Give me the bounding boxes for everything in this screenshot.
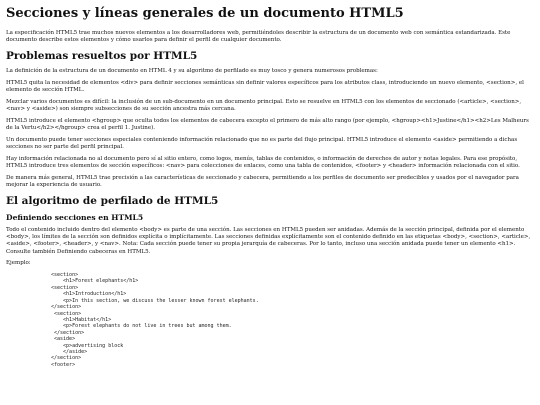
problems-paragraph-1: La definición de la estructura de un documento en HTML 4 y su algoritmo de perfilado es muy tosco y genera numerosos problemas: [6, 68, 378, 75]
problems-paragraph-6: Hay información relacionada no al documento pero sí al sitio entero, como logos, menús, tablas de contenidos, o información de derechos de autor y notas legales. Para ese propósito, HTML5 introduce tres elementos de sección específicos: <nav> para colecciones de enlaces, como una tabla de contenidos, <footer> y <header> información relacionada con el sitio. [6, 155, 520, 169]
section-heading-problems: Problemas resueltos por HTML5 [6, 50, 198, 63]
intro-paragraph: La especificación HTML5 trae muchos nuevos elementos a los desarrolladores web, permitiéndoles describir la estructura de un documento web con semántica estandarizada. Este documento describe estos elementos y cómo usarlos para definir el perfil de cualquier documento. [6, 30, 511, 44]
subsection-heading-defining: Definiendo secciones en HTML5 [6, 213, 144, 223]
problems-paragraph-4: HTML5 introduce el elemento <hgroup> que oculta todos los elementos de cabecera excepto el primero de más alto rango (por ejemplo, <hgroup><h1>Justine</h1><h2>Les Malheurs de la Vertu</h2></hgroup> crea el perfil 1. Justine). [6, 117, 529, 132]
code-example: <section> <h1>Forest elephants</h1> <section> <h1>Introduction</h1> <p>In this section, we discuss the lesser known forest elephants. </section> <section> <h1>Habitat</h1> <p>Forest elephants do not live in trees but among them. </section> <aside> <p>advertising block </aside> </section> <footer> [51, 272, 259, 368]
defining-paragraph: Todo el contenido incluido dentro del elemento <body> es parte de una sección. Las secciones en HTML5 pueden ser anidadas. Además de la sección principal, definida por el elemento <body>, los límites de la sección son definidos explícita o implícitamente. Las secciones definidas explícitamente son el contenido definido en las etiquetas <body>, <section>, <article>, <aside>, <footer>, <header>, y <nav>. Nota: Cada sección puede tener su propia jerarquía de cabeceras. Por lo tanto, incluso una sección anidada puede tener un elemento <h1>. Consulte también Definiendo cabeceras en HTML5. [6, 227, 531, 255]
problems-paragraph-2: HTML5 quita la necesidad de elementos <div> para definir secciones semánticas sin definir valores específicos para los atributos class, introduciendo un nuevo elemento, <section>, el elemento de sección HTML. [6, 80, 524, 94]
problems-paragraph-3: Mezclar varios documentos es difícil: la inclusión de un sub-documento en un documento principal. Esto se resuelve en HTML5 con los elementos de seccionado (<article>, <section>, <nav> y <aside>) son siempre subsecciones de su sección ancestra más cercana. [6, 99, 522, 113]
problems-paragraph-5: Un documento puede tener secciones especiales conteniendo información relacionado que no es parte del flujo principal. HTML5 introduce el elemento <aside> permitiendo a dichas secciones no ser parte del perfil principal. [6, 136, 518, 151]
page-title: Secciones y líneas generales de un documento HTML5 [6, 6, 404, 21]
example-label: Ejemplo: [6, 260, 31, 267]
problems-paragraph-7: De manera más general, HTML5 trae precisión a las características de seccionado y cabecera, permitiendo a los perfiles de documento ser predecibles y usados por el navegador para mejorar la experiencia de usuario. [6, 174, 519, 188]
section-heading-algorithm: El algoritmo de perfilado de HTML5 [6, 195, 219, 208]
